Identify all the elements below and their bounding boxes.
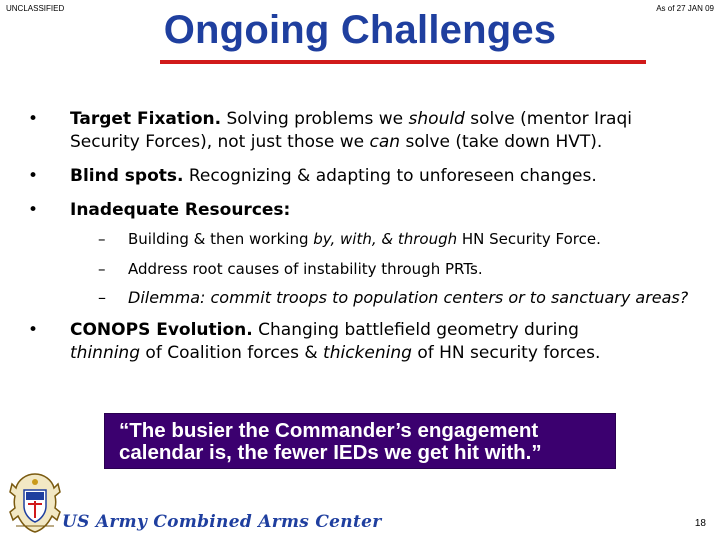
as-of-date: As of 27 JAN 09 <box>656 4 714 13</box>
dash-icon: – <box>98 288 106 307</box>
bullet-text: CONOPS Evolution. Changing battlefield geometry during thinning of Coalition forces & thickening of HN security forces. <box>70 320 601 363</box>
combined-arms-center-crest-icon <box>6 470 64 536</box>
bullet-text: Target Fixation. Solving problems we should solve (mentor Iraqi Security Forces), not just those we can solve (take down HVT). <box>70 109 632 152</box>
slide-title: Ongoing Challenges <box>163 8 557 52</box>
quote-line-2: calendar is, the fewer IEDs we get hit with.” <box>119 441 542 464</box>
bullet-heading: Target Fixation. <box>70 109 222 129</box>
sub-bullet-text: Dilemma: commit troops to population centers or to sanctuary areas? <box>128 288 689 307</box>
bullet-heading: CONOPS Evolution. <box>70 320 253 340</box>
bullet-heading: Blind spots. <box>70 166 184 186</box>
bullet-dot-icon: • <box>28 166 39 186</box>
title-underline <box>160 60 646 64</box>
quote-box <box>104 413 616 469</box>
sub-bullet-text: Building & then working by, with, & through HN Security Force. <box>128 230 601 248</box>
quote-line-1: “The busier the Commander’s engagement <box>119 419 539 442</box>
bullet-dot-icon: • <box>28 109 39 129</box>
dash-icon: – <box>98 230 106 248</box>
bullet-heading: Inadequate Resources: <box>70 200 291 220</box>
bullet-text: Blind spots. Recognizing & adapting to unforeseen changes. <box>70 166 597 186</box>
dash-icon: – <box>98 260 106 278</box>
sub-bullet-text: Address root causes of instability through PRTs. <box>128 260 483 278</box>
bullet-dot-icon: • <box>28 320 39 340</box>
classification-label: UNCLASSIFIED <box>6 4 65 13</box>
bullet-dot-icon: • <box>28 200 39 220</box>
organization-name: US Army Combined Arms Center <box>62 512 382 532</box>
bullet-text <box>70 199 690 222</box>
page-number: 18 <box>694 518 706 529</box>
